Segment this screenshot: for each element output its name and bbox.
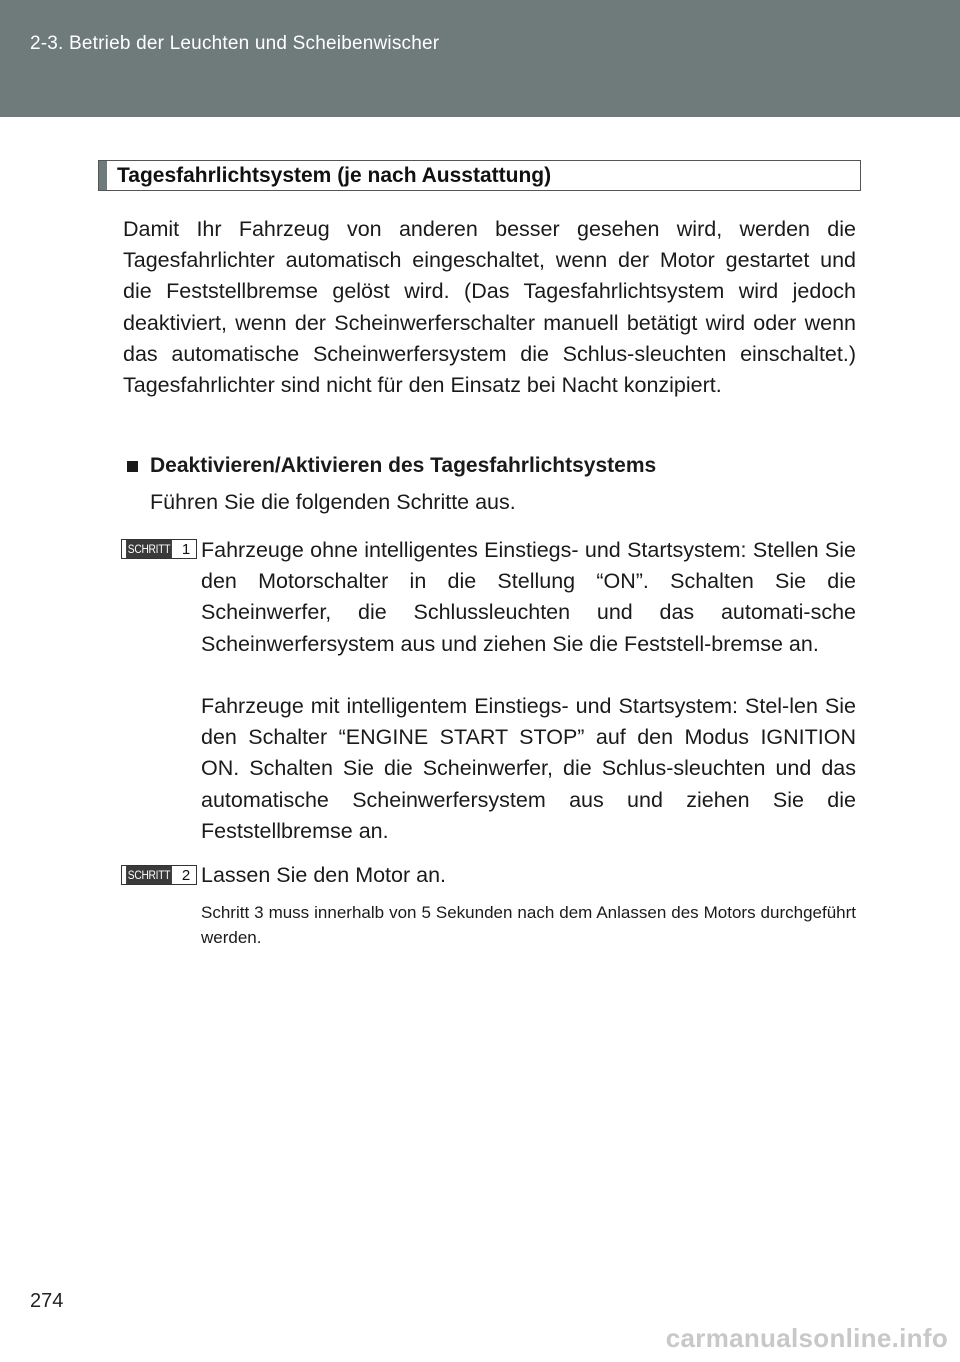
step-2-note: Schritt 3 muss innerhalb von 5 Sekunden nach dem Anlassen des Motors durchgeführt werden. <box>201 903 856 947</box>
section-title-bar <box>99 161 107 190</box>
section-title: Tagesfahrlichtsystem (je nach Ausstattung) <box>117 163 552 187</box>
step-1-text-a: Fahrzeuge ohne intelligentes Einstiegs- und Startsystem: Stellen Sie den Motorschalter in die Stellung “ON”. Schalten Sie die Scheinwerfer, die Schlussleuchten und das automati-sche Scheinwerfersystem aus und ziehen Sie die Feststell-bremse an. <box>201 538 856 656</box>
intro-paragraph: Damit Ihr Fahrzeug von anderen besser gesehen wird, werden die Tagesfahrlichter automatisch eingeschaltet, wenn der Motor gestartet und die Feststellbremse gelöst wird. (Das Tagesfahrlichtsystem wird jedoch deaktiviert, wenn der Scheinwerferschalter manuell betätigt wird oder wenn das automatische Scheinwerfersystem die Schlus-sleuchten einschaltet.) Tagesfahrlichter sind nicht für den Einsatz bei Nacht konzipiert. <box>123 217 856 398</box>
bullet-square-icon <box>127 461 138 472</box>
step-1-text-b: Fahrzeuge mit intelligentem Einstiegs- und Startsystem: Stel-len Sie den Schalter “ENGINE START STOP” auf den Modus IGNITION ON. Schalten Sie die Scheinwerfer, die Schlus-sleuchten und das automatische Scheinwerfersystem aus und ziehen Sie die Feststellbremse an. <box>201 694 856 843</box>
chapter-title: 2-3. Betrieb der Leuchten und Scheibenwischer <box>30 33 440 54</box>
step-number: 1 <box>176 540 196 558</box>
step-number: 2 <box>176 866 196 884</box>
subsection-heading-text: Deaktivieren/Aktivieren des Tagesfahrlichtsystems <box>150 454 657 477</box>
step-1-badge <box>121 539 197 559</box>
step-2-text: Lassen Sie den Motor an. <box>201 863 447 887</box>
page-header <box>0 0 960 117</box>
subsection-text: Führen Sie die folgenden Schritte aus. <box>150 490 516 514</box>
watermark: carmanualsonline.info <box>665 1323 948 1353</box>
subsection-heading <box>127 454 656 478</box>
step-label: SCHRITT <box>127 542 171 556</box>
section-title-box <box>98 160 861 191</box>
step-label: SCHRITT <box>127 868 171 882</box>
page-number: 274 <box>30 1290 64 1312</box>
step-2-badge <box>121 865 197 885</box>
